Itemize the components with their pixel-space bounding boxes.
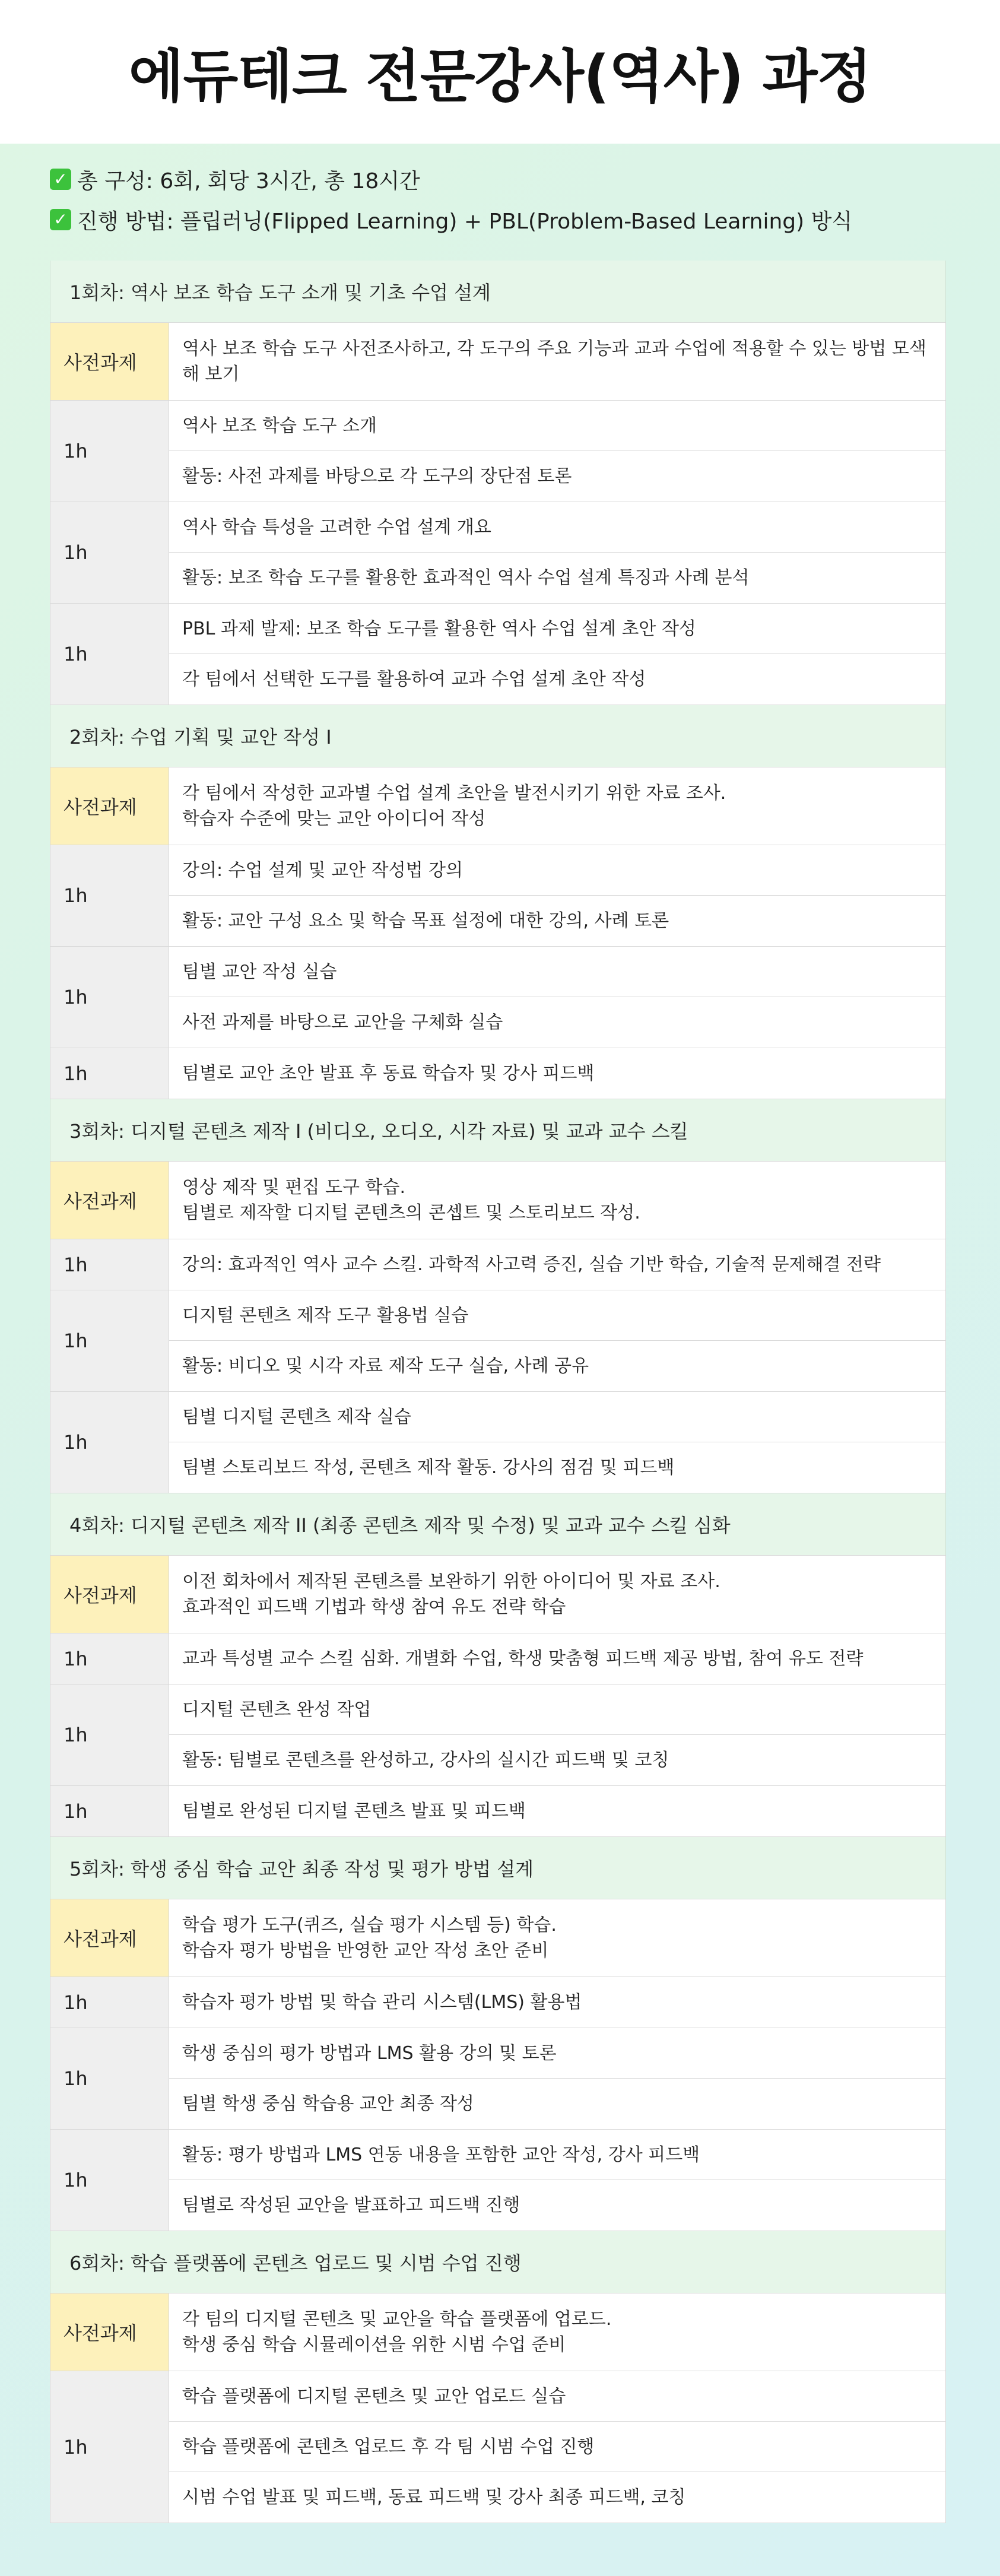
pre-assignment-text: 영상 제작 및 편집 도구 학습. 팀별로 제작할 디지털 콘텐츠의 콘셉트 및 스토리보드 작성. bbox=[182, 1177, 640, 1223]
summary-text: 총 구성: 6회, 회당 3시간, 총 18시간 bbox=[77, 169, 420, 193]
hour-label: 1h bbox=[50, 1048, 169, 1099]
pre-assignment-text: 이전 회차에서 제작된 콘텐츠를 보완하기 위한 아이디어 및 자료 조사. 효과적인 피드백 기법과 학생 참여 유도 전략 학습 bbox=[182, 1571, 720, 1617]
activity-item: 팀별 교안 작성 실습 bbox=[169, 947, 945, 997]
pre-assignment-row bbox=[50, 2293, 946, 2371]
activity-item: 활동: 보조 학습 도구를 활용한 효과적인 역사 수업 설계 특징과 사례 분석 bbox=[182, 567, 750, 588]
activity-item: 각 팀에서 선택한 도구를 활용하여 교과 수업 설계 초안 작성 bbox=[182, 669, 646, 690]
activity-item: 사전 과제를 바탕으로 교안을 구체화 실습 bbox=[182, 1012, 503, 1033]
hour-block bbox=[50, 2130, 946, 2231]
hour-block bbox=[50, 1239, 946, 1290]
pre-assignment-row bbox=[50, 1555, 946, 1633]
page-header bbox=[0, 0, 1000, 144]
session-list bbox=[50, 261, 946, 2523]
activity-item: 활동: 비디오 및 시각 자료 제작 도구 실습, 사례 공유 bbox=[182, 1356, 589, 1376]
hour-label: 1h bbox=[50, 1392, 169, 1493]
pre-assignment-label: 사전과제 bbox=[50, 2293, 169, 2371]
hour-block bbox=[50, 1684, 946, 1786]
summary-line-composition bbox=[50, 166, 950, 192]
hour-block bbox=[50, 1633, 946, 1684]
pre-assignment-text: 학습 평가 도구(퀴즈, 실습 평가 시스템 등) 학습. 학습자 평가 방법을 반영한 교안 작성 초안 준비 bbox=[182, 1915, 557, 1961]
hour-block bbox=[50, 502, 946, 604]
hour-label: 1h bbox=[50, 1290, 169, 1391]
activity-item: 디지털 콘텐츠 완성 작업 bbox=[169, 1684, 945, 1735]
pre-assignment-row bbox=[50, 322, 946, 401]
pre-assignment-row bbox=[50, 1899, 946, 1977]
hour-block bbox=[50, 947, 946, 1048]
hour-block bbox=[50, 604, 946, 705]
activity-item: 시범 수업 발표 및 피드백, 동료 피드백 및 강사 최종 피드백, 코칭 bbox=[182, 2487, 686, 2508]
pre-assignment-text: 각 팀의 디지털 콘텐츠 및 교안을 학습 플랫폼에 업로드. 학생 중심 학습 시뮬레이션을 위한 시범 수업 준비 bbox=[182, 2309, 612, 2355]
hour-label: 1h bbox=[50, 604, 169, 705]
course-summary bbox=[0, 144, 1000, 261]
activity-item: 역사 보조 학습 도구 소개 bbox=[169, 401, 945, 451]
hour-block bbox=[50, 1290, 946, 1392]
hour-label: 1h bbox=[50, 2028, 169, 2129]
hour-block bbox=[50, 1392, 946, 1493]
hour-block bbox=[50, 1977, 946, 2028]
hour-label: 1h bbox=[50, 401, 169, 502]
hour-block bbox=[50, 401, 946, 502]
activity-item: 활동: 사전 과제를 바탕으로 각 도구의 장단점 토론 bbox=[182, 466, 572, 487]
activity-item: 팀별 학생 중심 학습용 교안 최종 작성 bbox=[182, 2093, 474, 2114]
page-title: 에듀테크 전문강사(역사) 과정 bbox=[128, 43, 872, 110]
hour-block bbox=[50, 1786, 946, 1837]
activity-item: 활동: 팀별로 콘텐츠를 완성하고, 강사의 실시간 피드백 및 코칭 bbox=[182, 1750, 669, 1771]
pre-assignment-label: 사전과제 bbox=[50, 767, 169, 845]
pre-assignment-row bbox=[50, 1161, 946, 1239]
hour-label: 1h bbox=[50, 502, 169, 603]
activity-item: 팀별 디지털 콘텐츠 제작 실습 bbox=[169, 1392, 945, 1442]
hour-label: 1h bbox=[50, 1786, 169, 1836]
hour-label: 1h bbox=[50, 2371, 169, 2523]
pre-assignment-text: 각 팀에서 작성한 교과별 수업 설계 초안을 발전시키기 위한 자료 조사. 학습자 수준에 맞는 교안 아이디어 작성 bbox=[182, 783, 726, 829]
session-title: 2회차: 수업 기획 및 교안 작성 I bbox=[50, 705, 946, 767]
pre-assignment-label: 사전과제 bbox=[50, 323, 169, 400]
activity-item: 강의: 효과적인 역사 교수 스킬. 과학적 사고력 증진, 실습 기반 학습, 기술적 문제해결 전략 bbox=[182, 1254, 881, 1275]
session-title: 5회차: 학생 중심 학습 교안 최종 작성 및 평가 방법 설계 bbox=[50, 1837, 946, 1899]
activity-item: 역사 학습 특성을 고려한 수업 설계 개요 bbox=[169, 502, 945, 553]
activity-item: 강의: 수업 설계 및 교안 작성법 강의 bbox=[169, 845, 945, 896]
activity-item: 디지털 콘텐츠 제작 도구 활용법 실습 bbox=[169, 1290, 945, 1341]
session-title: 4회차: 디지털 콘텐츠 제작 II (최종 콘텐츠 제작 및 수정) 및 교과 교수 스킬 심화 bbox=[50, 1493, 946, 1555]
summary-line-method bbox=[50, 207, 950, 233]
hour-label: 1h bbox=[50, 1684, 169, 1785]
hour-block bbox=[50, 845, 946, 947]
hour-label: 1h bbox=[50, 1977, 169, 2028]
pre-assignment-label: 사전과제 bbox=[50, 1556, 169, 1633]
pre-assignment-row bbox=[50, 767, 946, 845]
activity-item: 팀별로 작성된 교안을 발표하고 피드백 진행 bbox=[182, 2195, 520, 2216]
session-title: 3회차: 디지털 콘텐츠 제작 I (비디오, 오디오, 시각 자료) 및 교과 교수 스킬 bbox=[50, 1099, 946, 1161]
pre-assignment-label: 사전과제 bbox=[50, 1899, 169, 1977]
hour-block bbox=[50, 2028, 946, 2130]
activity-item: 활동: 교안 구성 요소 및 학습 목표 설정에 대한 강의, 사례 토론 bbox=[182, 911, 669, 931]
activity-item: 학생 중심의 평가 방법과 LMS 활용 강의 및 토론 bbox=[169, 2028, 945, 2079]
hour-block bbox=[50, 2371, 946, 2523]
session-title: 1회차: 역사 보조 학습 도구 소개 및 기초 수업 설계 bbox=[50, 261, 946, 322]
activity-item: PBL 과제 발제: 보조 학습 도구를 활용한 역사 수업 설계 초안 작성 bbox=[169, 604, 945, 654]
activity-item: 학습자 평가 방법 및 학습 관리 시스템(LMS) 활용법 bbox=[182, 1992, 582, 2013]
check-mark-icon: ✓ bbox=[50, 169, 71, 190]
activity-item: 팀별로 교안 초안 발표 후 동료 학습자 및 강사 피드백 bbox=[182, 1063, 595, 1084]
check-mark-icon: ✓ bbox=[50, 209, 71, 230]
activity-item: 팀별로 완성된 디지털 콘텐츠 발표 및 피드백 bbox=[182, 1801, 526, 1822]
hour-label: 1h bbox=[50, 845, 169, 946]
hour-label: 1h bbox=[50, 947, 169, 1048]
session-title: 6회차: 학습 플랫폼에 콘텐츠 업로드 및 시범 수업 진행 bbox=[50, 2231, 946, 2293]
activity-item: 교과 특성별 교수 스킬 심화. 개별화 수업, 학생 맞춤형 피드백 제공 방법, 참여 유도 전략 bbox=[182, 1648, 864, 1669]
pre-assignment-text: 역사 보조 학습 도구 사전조사하고, 각 도구의 주요 기능과 교과 수업에 적용할 수 있는 방법 모색해 보기 bbox=[182, 338, 926, 385]
pre-assignment-label: 사전과제 bbox=[50, 1162, 169, 1239]
hour-label: 1h bbox=[50, 2130, 169, 2231]
activity-item: 팀별 스토리보드 작성, 콘텐츠 제작 활동. 강사의 점검 및 피드백 bbox=[182, 1457, 675, 1478]
hour-block bbox=[50, 1048, 946, 1099]
activity-item: 학습 플랫폼에 디지털 콘텐츠 및 교안 업로드 실습 bbox=[169, 2371, 945, 2422]
activity-item: 학습 플랫폼에 콘텐츠 업로드 후 각 팀 시범 수업 진행 bbox=[169, 2422, 945, 2472]
hour-label: 1h bbox=[50, 1633, 169, 1684]
activity-item: 활동: 평가 방법과 LMS 연동 내용을 포함한 교안 작성, 강사 피드백 bbox=[169, 2130, 945, 2180]
hour-label: 1h bbox=[50, 1239, 169, 1290]
summary-text: 진행 방법: 플립러닝(Flipped Learning) + PBL(Problem-Based Learning) 방식 bbox=[77, 209, 853, 234]
